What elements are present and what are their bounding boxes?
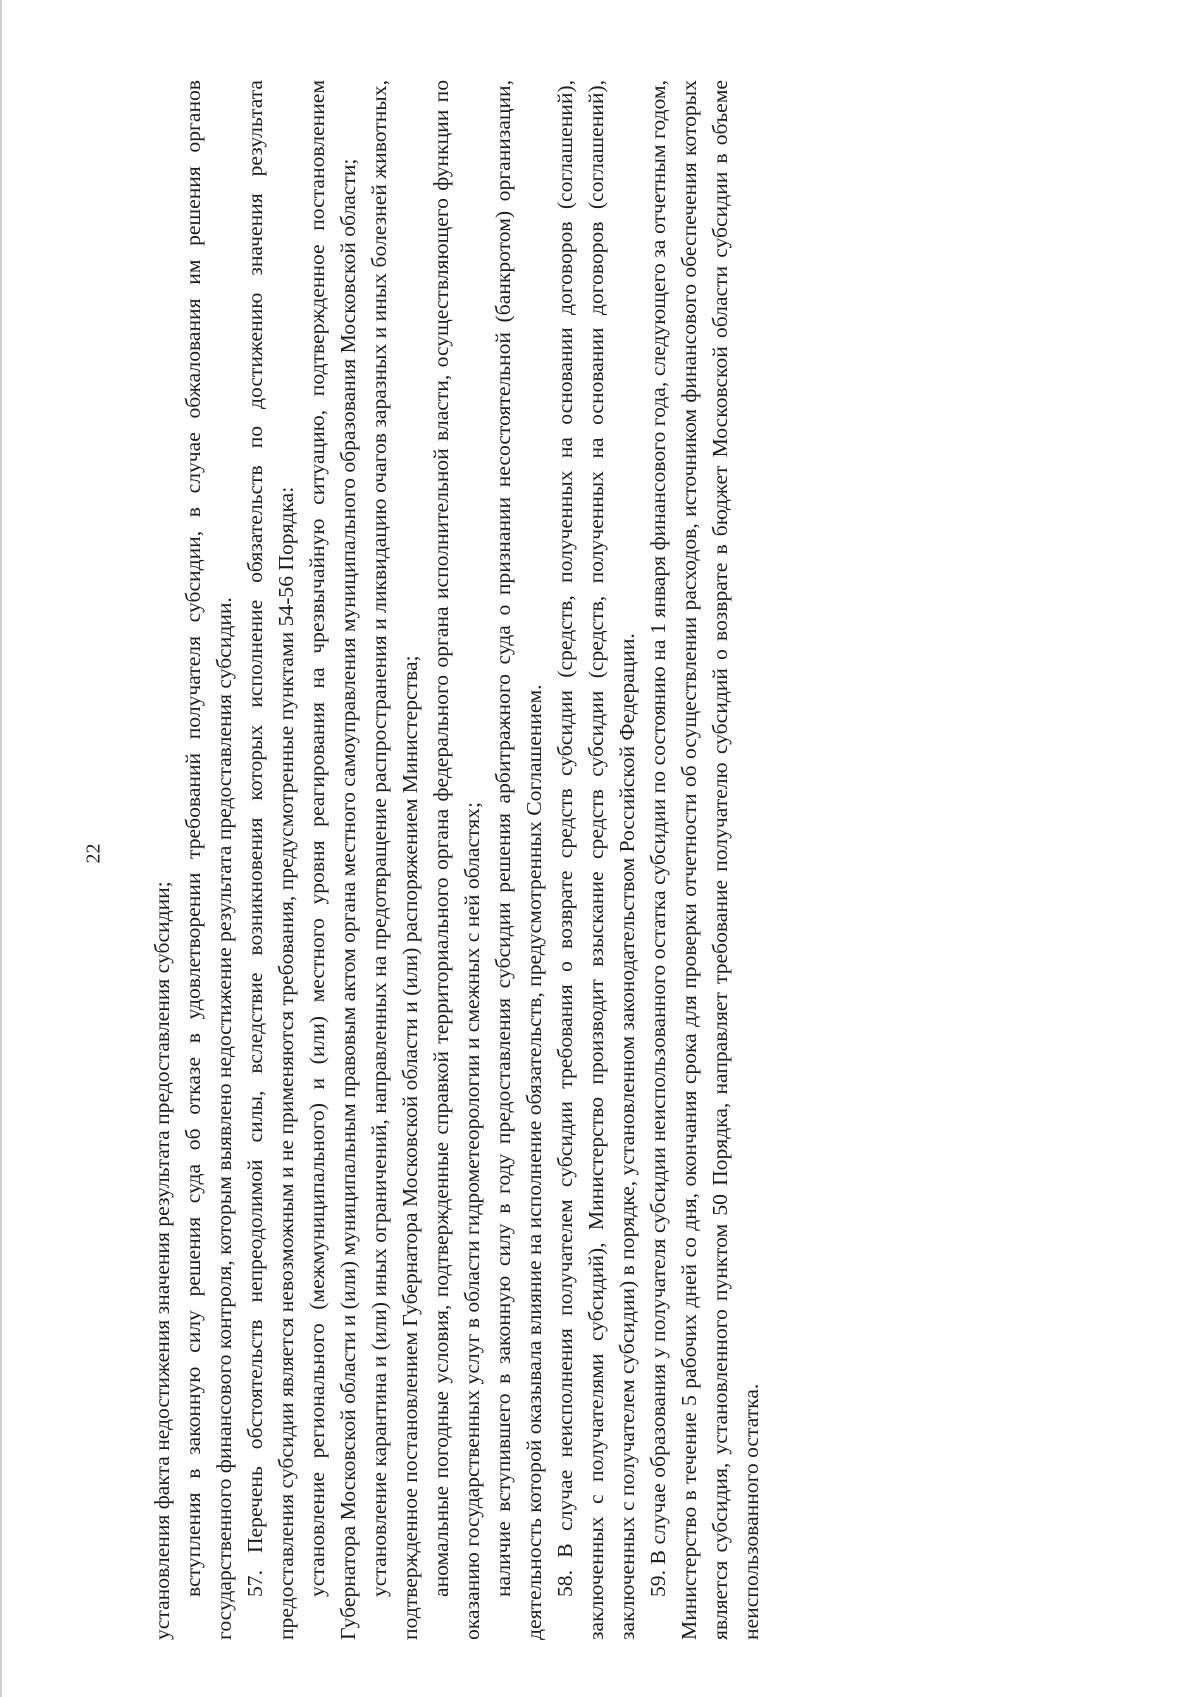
paragraph-item: наличие вступившего в законную силу в году предоставления субсидии решения арбитражного суда о признании несостоятельной (банкротом) организации, деятельность которой оказывала влияние на исполнение обязательств, предусмотренных Соглашением. <box>491 80 546 1640</box>
paragraph-59: 59. В случае образования у получателя субсидии неиспользованного остатка субсидии по состоянию на 1 января финансового года, следующего за отчетным годом, Министерство в течение 5 рабочих дней со дня, окончания срока для проверки отчетности об осуществлении расходов, источником финансового обеспечения которых является субсидия, установленного пунктом 50 Порядка, направляет требование получателю субсидий о возврате в бюджет Московской области субсидии в объеме неиспользованного остатка. <box>646 80 763 1640</box>
paragraph-item: аномальные погодные условия, подтвержденные справкой территориального органа федерального органа исполнительной власти, осуществляющего функции по оказанию государственных услуг в области гидрометеорологии и смежных с ней областях; <box>429 80 484 1640</box>
paragraph-item: вступления в законную силу решения суда об отказе в удовлетворении требований получателя субсидии, в случае обжалования им решения органов государственного финансового контроля, которым выявлено недостижение результата предоставления субсидии. <box>181 80 236 1640</box>
paragraph-57: 57. Перечень обстоятельств непреодолимой силы, вследствие возникновения которых исполнение обязательств по достижению значения результата предоставления субсидии является невозможным и не применяются требования, предусмотренные пунктами 54-56 Порядка: <box>243 80 298 1640</box>
page-number: 22 <box>82 843 105 864</box>
paragraph-58: 58. В случае неисполнения получателем субсидии требования о возврате средств субсидии (средств, полученных на основании договоров (соглашений), заключенных с получателями субсидий), Министерство производит взыскание средств субсидии (средств, полученных на основании договоров (соглашений), заключенных с получателем субсидии) в порядке, установленном законодательством Российской Федерации. <box>553 80 639 1640</box>
document-body <box>147 80 767 1640</box>
paragraph-item: установление регионального (межмуниципального) и (или) местного уровня реагирования на чрезвычайную ситуацию, подтвержденное постановлением Губернатора Московской области и (или) муниципальным правовым актом органа местного самоуправления муниципального образования Московской области; <box>305 80 360 1640</box>
paragraph-item: установление карантина и (или) иных ограничений, направленных на предотвращение распространения и ликвидацию очагов заразных и иных болезней животных, подтвержденное постановлением Губернатора Московской области и (или) распоряжением Министерства; <box>367 80 422 1640</box>
paragraph-intro-item: установления факта недостижения значения результата предоставления субсидии; <box>150 881 174 1640</box>
